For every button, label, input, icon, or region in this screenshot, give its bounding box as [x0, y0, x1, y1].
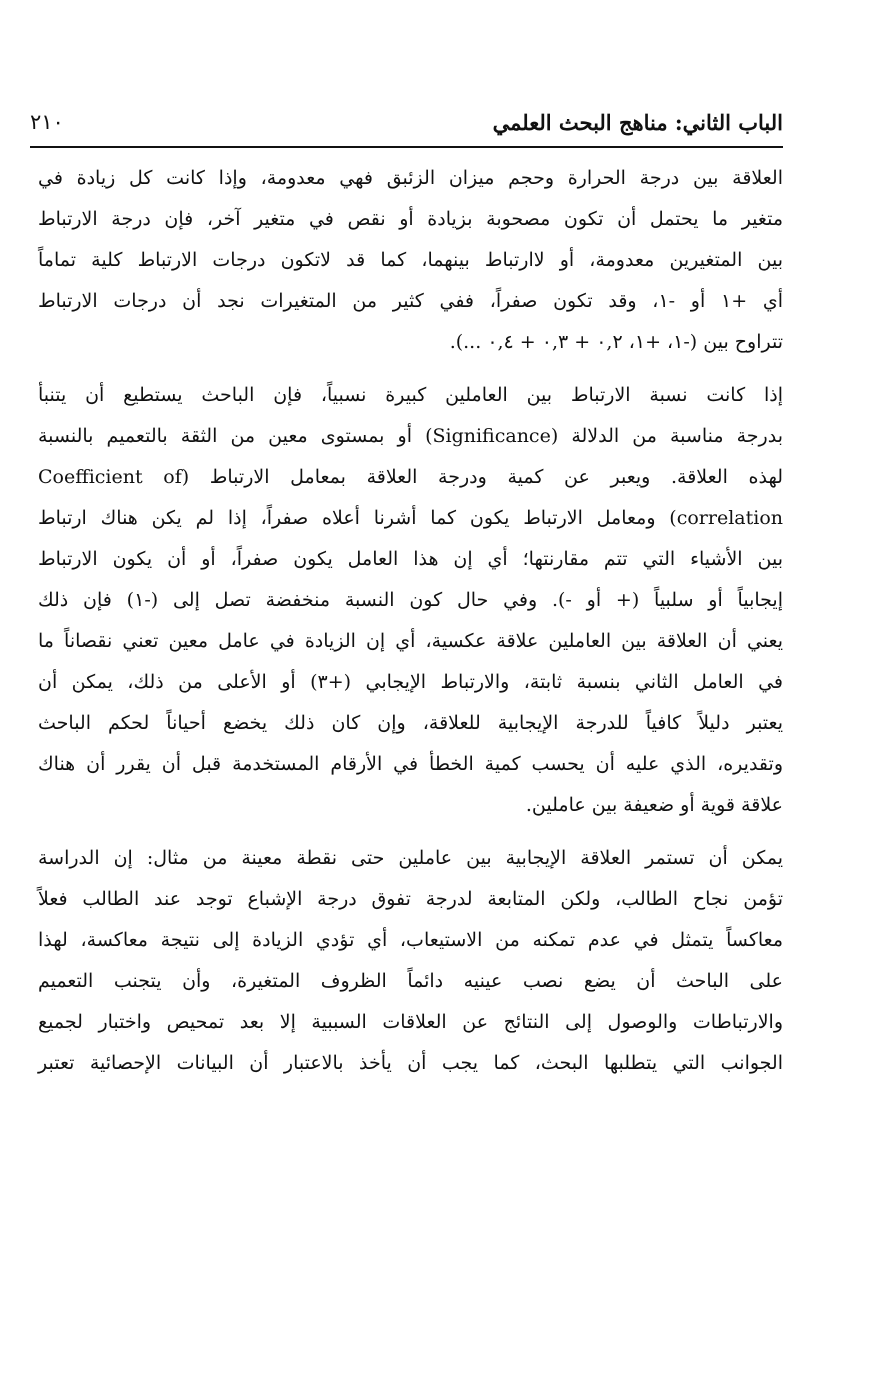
- text-line: يعني أن العلاقة بين العاملين علاقة عكسية، أي إن الزيادة في عامل معين تعني نقصاناً ما: [38, 630, 783, 652]
- text-line: علاقة قوية أو ضعيفة بين عاملين.: [525, 794, 783, 816]
- text-line: تتراوح بين (-١، +١، ٠,٢ + ٠,٣ + ٠,٤ ...).: [449, 331, 783, 353]
- page-number: ٢١٠: [30, 110, 64, 134]
- paragraph-1: [38, 158, 783, 363]
- text-line: يمكن أن تستمر العلاقة الإيجابية بين عاملين حتى نقطة معينة من مثال: إن الدراسة: [38, 847, 783, 869]
- text-line: العلاقة بين درجة الحرارة وحجم ميزان الزئبق فهي معدومة، وإذا كانت كل زيادة في: [38, 167, 783, 189]
- text-line: الجوانب التي يتطلبها البحث، كما يجب أن يأخذ بالاعتبار أن البيانات الإحصائية تعتبر: [38, 1052, 783, 1074]
- text-line: تؤمن نجاح الطالب، ولكن المتابعة لدرجة تفوق درجة الإشباع توجد عند الطالب فعلاً: [38, 888, 783, 910]
- text-line: لهذه العلاقة. ويعبر عن كمية ودرجة العلاقة بمعامل الارتباط (Coefficient of: [38, 466, 783, 488]
- text-line: متغير ما يحتمل أن تكون مصحوبة بزيادة أو نقص في متغير آخر، فإن درجة الارتباط: [38, 208, 783, 230]
- text-line: بين المتغيرين معدومة، أو لاارتباط بينهما، كما قد لاتكون درجات الارتباط كلية تماماً: [38, 249, 783, 271]
- text-line: بدرجة مناسبة من الدلالة (Significance) أو بمستوى معين من الثقة بالتعميم بالنسبة: [38, 425, 783, 447]
- text-line: في العامل الثاني بنسبة ثابتة، والارتباط الإيجابي (+٣) أو الأعلى من ذلك، يمكن أن: [38, 671, 783, 693]
- body-text: [38, 158, 783, 1096]
- page-header: [30, 108, 783, 142]
- text-line: بين الأشياء التي تتم مقارنتها؛ أي إن هذا العامل يكون صفراً، أو أن يكون الارتباط: [38, 548, 783, 570]
- text-line: يعتبر دليلاً كافياً للدرجة الإيجابية للعلاقة، وإن كان ذلك يخضع أحياناً لحكم الباحث: [38, 712, 783, 734]
- text-line: أي +١ أو -١، وقد تكون صفراً، ففي كثير من المتغيرات نجد أن درجات الارتباط: [38, 290, 783, 312]
- text-line: والارتباطات والوصول إلى النتائج عن العلاقات السببية إلا بعد تمحيص واختبار لجميع: [38, 1011, 783, 1033]
- text-line: correlation) ومعامل الارتباط يكون كما أشرنا أعلاه صفراً، إذا لم يكن هناك ارتباط: [38, 507, 783, 529]
- header-divider: [30, 146, 783, 148]
- paragraph-2: [38, 375, 783, 826]
- text-line: معاكساً يتمثل في عدم تمكنه من الاستيعاب، أي تؤدي الزيادة إلى نتيجة معاكسة، لهذا: [38, 929, 783, 951]
- chapter-title: الباب الثاني: مناهج البحث العلمي: [492, 110, 783, 135]
- text-line: على الباحث أن يضع نصب عينيه دائماً الظروف المتغيرة، وأن يتجنب التعميم: [38, 970, 783, 992]
- text-line: إيجابياً أو سلبياً (+ أو -). وفي حال كون النسبة منخفضة تصل إلى (-١) فإن ذلك: [38, 589, 783, 611]
- paragraph-3: [38, 838, 783, 1084]
- text-line: وتقديره، الذي عليه أن يحسب كمية الخطأ في الأرقام المستخدمة قبل أن يقرر أن هناك: [38, 753, 783, 775]
- text-line: إذا كانت نسبة الارتباط بين العاملين كبيرة نسبياً، فإن الباحث يستطيع أن يتنبأ: [38, 384, 783, 406]
